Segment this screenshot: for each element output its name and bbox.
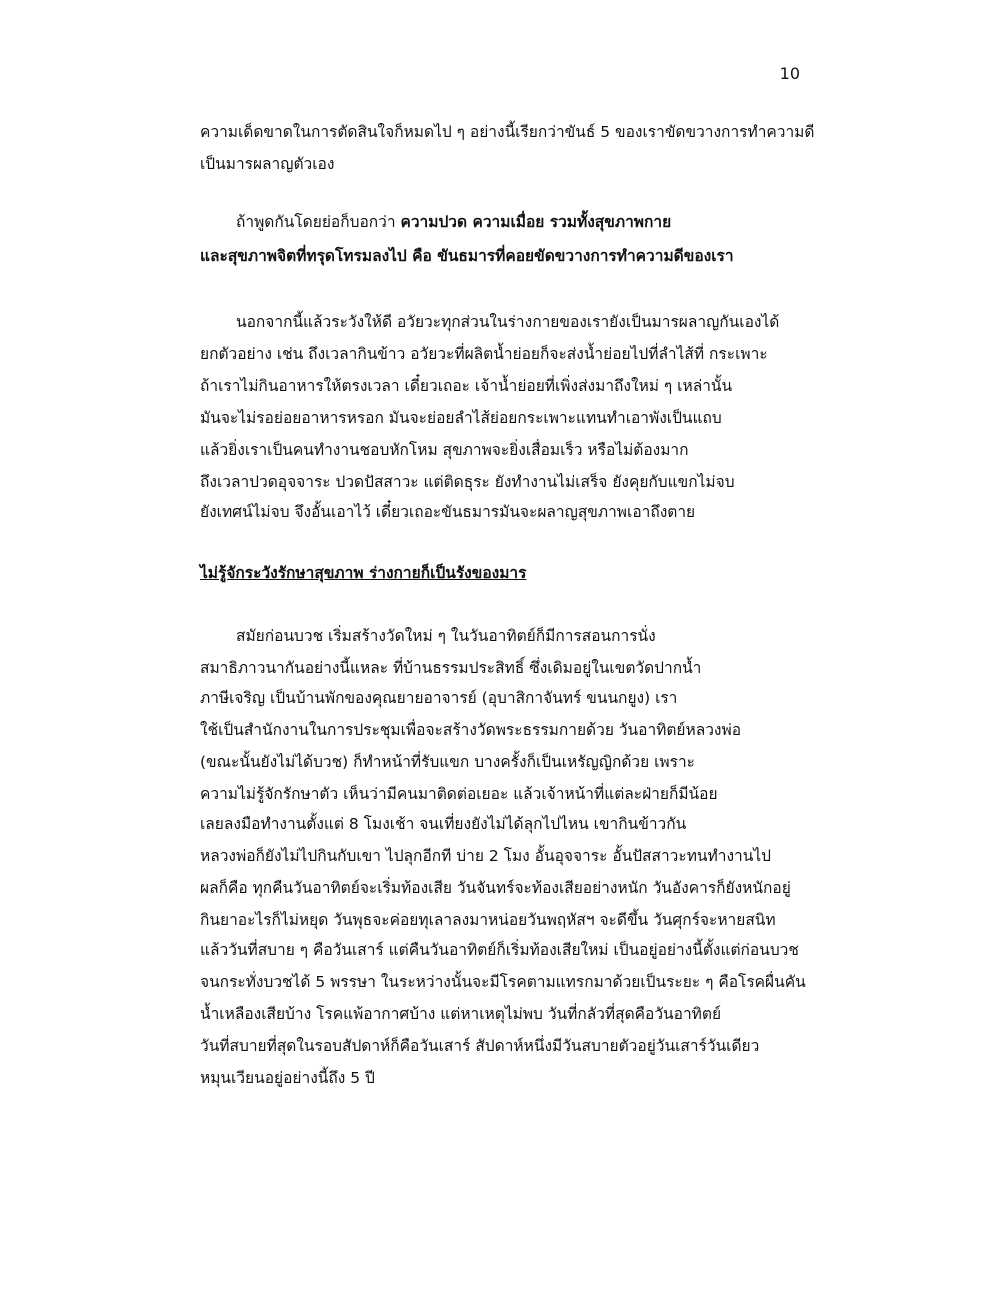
text-line: กินยาอะไรก็ไม่หยุด วันพุธจะค่อยทุเลาลงมาหน่อยวันพฤหัสฯ จะดีขึ้น วันศุกร์จะหายสนิท	[200, 911, 776, 929]
text-line: ภาษีเจริญ เป็นบ้านพักของคุณยายอาจารย์ (อุบาสิกาจันทร์ ขนนกยูง) เรา	[200, 689, 678, 707]
text-line: ถ้าเราไม่กินอาหารให้ตรงเวลา เดี๋ยวเถอะ เจ้าน้ำย่อยที่เพิ่งส่งมาถึงใหม่ ๆ เหล่านั้น	[200, 377, 733, 395]
text-line: แล้ววันที่สบาย ๆ คือวันเสาร์ แต่คืนวันอาทิตย์ก็เริ่มท้องเสียใหม่ เป็นอยู่อย่างนี้ตั้งแต่ก่อนบวช	[200, 941, 799, 959]
text-line: มันจะไม่รอย่อยอาหารหรอก มันจะย่อยลำไส้ย่อยกระเพาะแทนทำเอาพังเป็นแถบ	[200, 409, 722, 427]
text-line: จนกระทั่งบวชได้ 5 พรรษา ในระหว่างนั้นจะมีโรคตามแทรกมาด้วยเป็นระยะ ๆ คือโรคผื่นคัน	[200, 973, 806, 991]
text-line: ยังเทศน์ไม่จบ จึงอั้นเอาไว้ เดี๋ยวเถอะขันธมารมันจะผลาญสุขภาพเอาถึงตาย	[200, 503, 696, 521]
text-line: ยกตัวอย่าง เช่น ถึงเวลากินข้าว อวัยวะที่ผลิตน้ำย่อยก็จะส่งน้ำย่อยไปที่ลำไส้ที่ กระเพาะ	[200, 345, 768, 363]
bold-text: ความปวด ความเมื่อย รวมทั้งสุขภาพกาย	[400, 213, 672, 231]
text-line: ผลก็คือ ทุกคืนวันอาทิตย์จะเริ่มท้องเสีย วันจันทร์จะท้องเสียอย่างหนัก วันอังคารก็ยังหนักอยู่	[200, 879, 791, 897]
text-line: สมาธิภาวนากันอย่างนี้แหละ ที่บ้านธรรมประสิทธิ์ ซึ่งเดิมอยู่ในเขตวัดปากน้ำ	[200, 659, 702, 677]
text-line: เลยลงมือทำงานตั้งแต่ 8 โมงเช้า จนเที่ยงยังไม่ได้ลุกไปไหน เขากินข้าวกัน	[200, 815, 687, 833]
text-line: ใช้เป็นสำนักงานในการประชุมเพื่อจะสร้างวัดพระธรรมกายด้วย วันอาทิตย์หลวงพ่อ	[200, 721, 742, 739]
text-line: เป็นมารผลาญตัวเอง	[200, 155, 335, 173]
text-line: ความเด็ดขาดในการตัดสินใจก็หมดไป ๆ อย่างนี้เรียกว่าขันธ์ 5 ของเราขัดขวางการทำความดี	[200, 123, 815, 141]
text-line: แล้วยิ่งเราเป็นคนทำงานชอบหักโหม สุขภาพจะยิ่งเสื่อมเร็ว หรือไม่ต้องมาก	[200, 441, 689, 459]
text-line: หลวงพ่อก็ยังไม่ไปกินกับเขา ไปลุกอีกที บ่าย 2 โมง อั้นอุจจาระ อั้นปัสสาวะทนทำงานไป	[200, 847, 771, 865]
text-line: วันที่สบายที่สุดในรอบสัปดาห์ก็คือวันเสาร์ สัปดาห์หนึ่งมีวันสบายตัวอยู่วันเสาร์วันเดียว	[200, 1037, 760, 1055]
text-span: ถ้าพูดกันโดยย่อก็บอกว่า	[236, 213, 401, 231]
text-line: หมุนเวียนอยู่อย่างนี้ถึง 5 ปี	[200, 1069, 375, 1087]
text-line: ความไม่รู้จักรักษาตัว เห็นว่ามีคนมาติดต่อเยอะ แล้วเจ้าหน้าที่แต่ละฝ่ายก็มีน้อย	[200, 785, 718, 803]
text-line: น้ำเหลืองเสียบ้าง โรคแพ้อากาศบ้าง แต่หาเหตุไม่พบ วันที่กลัวที่สุดคือวันอาทิตย์	[200, 1005, 722, 1023]
section-heading: ไม่รู้จักระวังรักษาสุขภาพ ร่างกายก็เป็นรังของมาร	[200, 564, 527, 582]
text-line	[236, 210, 671, 234]
bold-text-line: และสุขภาพจิตที่ทรุดโทรมลงไป คือ ขันธมารที่คอยขัดขวางการทำความดีของเรา	[200, 247, 734, 265]
text-line: สมัยก่อนบวช เริ่มสร้างวัดใหม่ ๆ ในวันอาทิตย์ก็มีการสอนการนั่ง	[236, 627, 656, 645]
page-number: 10	[779, 64, 800, 83]
text-line: ถึงเวลาปวดอุจจาระ ปวดปัสสาวะ แต่ติดธุระ ยังทำงานไม่เสร็จ ยังคุยกับแขกไม่จบ	[200, 473, 735, 491]
text-line: นอกจากนี้แล้วระวังให้ดี อวัยวะทุกส่วนในร่างกายของเรายังเป็นมารผลาญกันเองได้	[236, 313, 780, 331]
text-line: (ขณะนั้นยังไม่ได้บวช) ก็ทำหน้าที่รับแขก บางครั้งก็เป็นเหรัญญิกด้วย เพราะ	[200, 753, 695, 771]
